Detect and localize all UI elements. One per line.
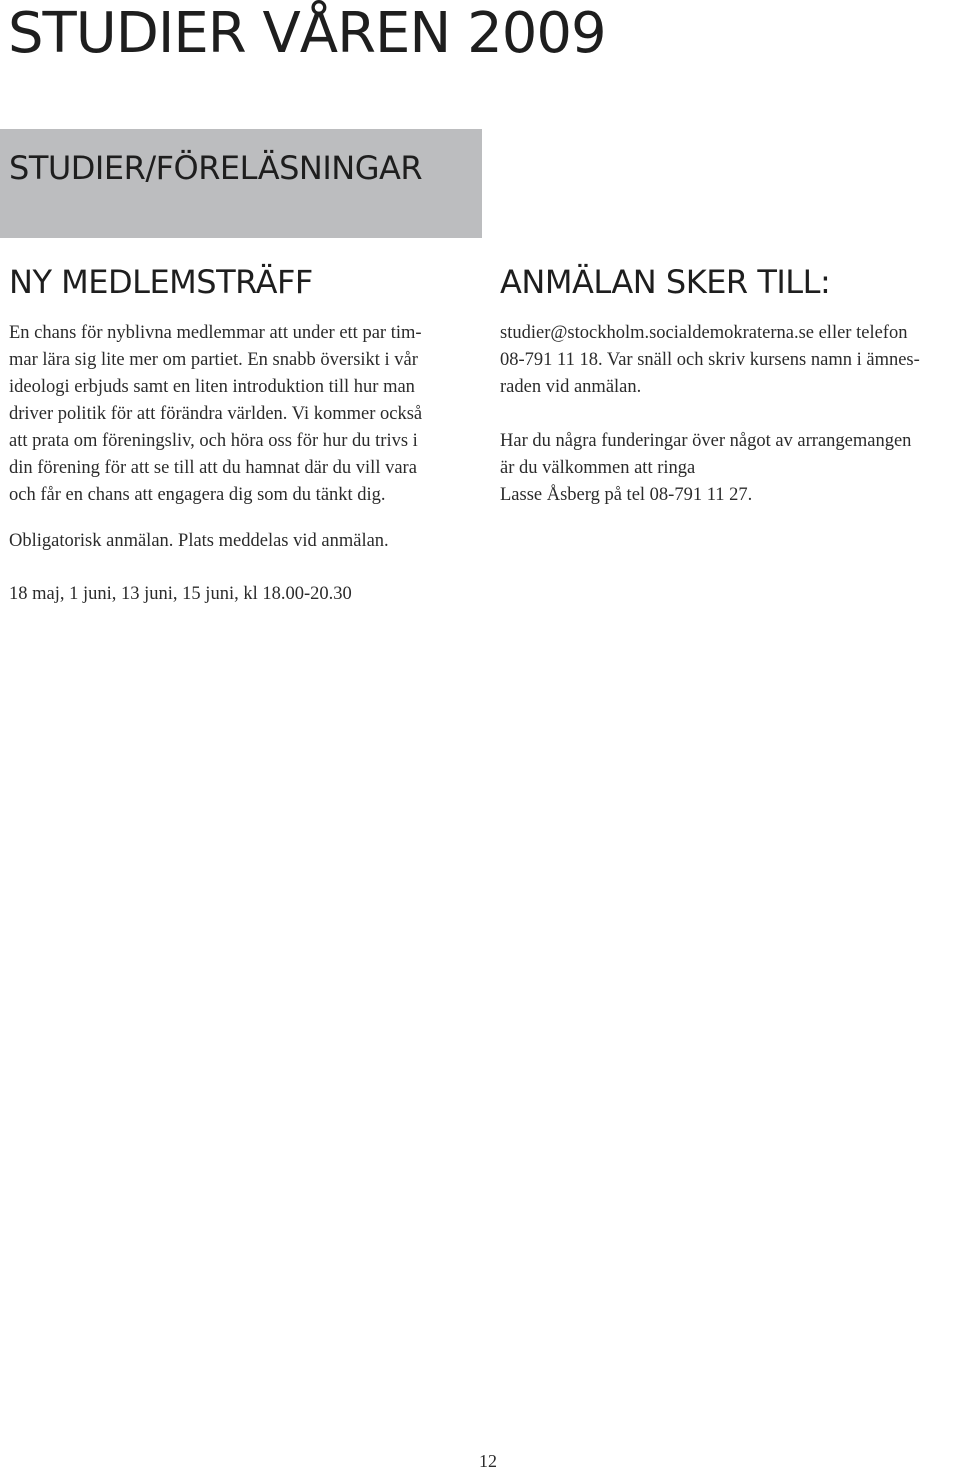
intro-line: En chans för nyblivna medlemmar att under ett par tim- [9,323,422,343]
contact-line: 08-791 11 18. Var snäll och skriv kursens namn i ämnes- [500,350,920,370]
questions-line: är du välkommen att ringa [500,458,696,478]
contact-paragraph [500,320,920,401]
contact-line: raden vid anmälan. [500,377,642,397]
intro-paragraph [9,320,422,509]
mandatory-registration-note [9,528,389,555]
heading-ny-medlemstraff: NY MEDLEMSTRÄFF [9,263,313,301]
intro-line: och får en chans att engagera dig som du tänkt dig. [9,485,386,505]
intro-line: ideologi erbjuds samt en liten introduktion till hur man [9,377,415,397]
page-title: STUDIER VÅREN 2009 [8,1,606,66]
heading-anmalan: ANMÄLAN SKER TILL: [500,263,831,301]
session-dates [9,581,352,608]
section-title: STUDIER/FÖRELÄSNINGAR [9,149,423,187]
intro-line: driver politik för att förändra världen. Vi kommer också [9,404,423,424]
page-number: 12 [479,1451,497,1471]
intro-line: din förening för att se till att du hamnat där du vill vara [9,458,417,478]
intro-line: att prata om föreningsliv, och höra oss för hur du trivs i [9,431,418,451]
session-dates-text: 18 maj, 1 juni, 13 juni, 15 juni, kl 18.00-20.30 [9,584,352,604]
contact-line: studier@stockholm.socialdemokraterna.se eller telefon [500,323,908,343]
questions-line: Lasse Åsberg på tel 08-791 11 27. [500,485,753,505]
questions-paragraph [500,428,911,509]
intro-line: mar lära sig lite mer om partiet. En snabb översikt i vår [9,350,418,370]
questions-line: Har du några funderingar över något av arrangemangen [500,431,912,451]
mandatory-note-text: Obligatorisk anmälan. Plats meddelas vid anmälan. [9,531,389,551]
